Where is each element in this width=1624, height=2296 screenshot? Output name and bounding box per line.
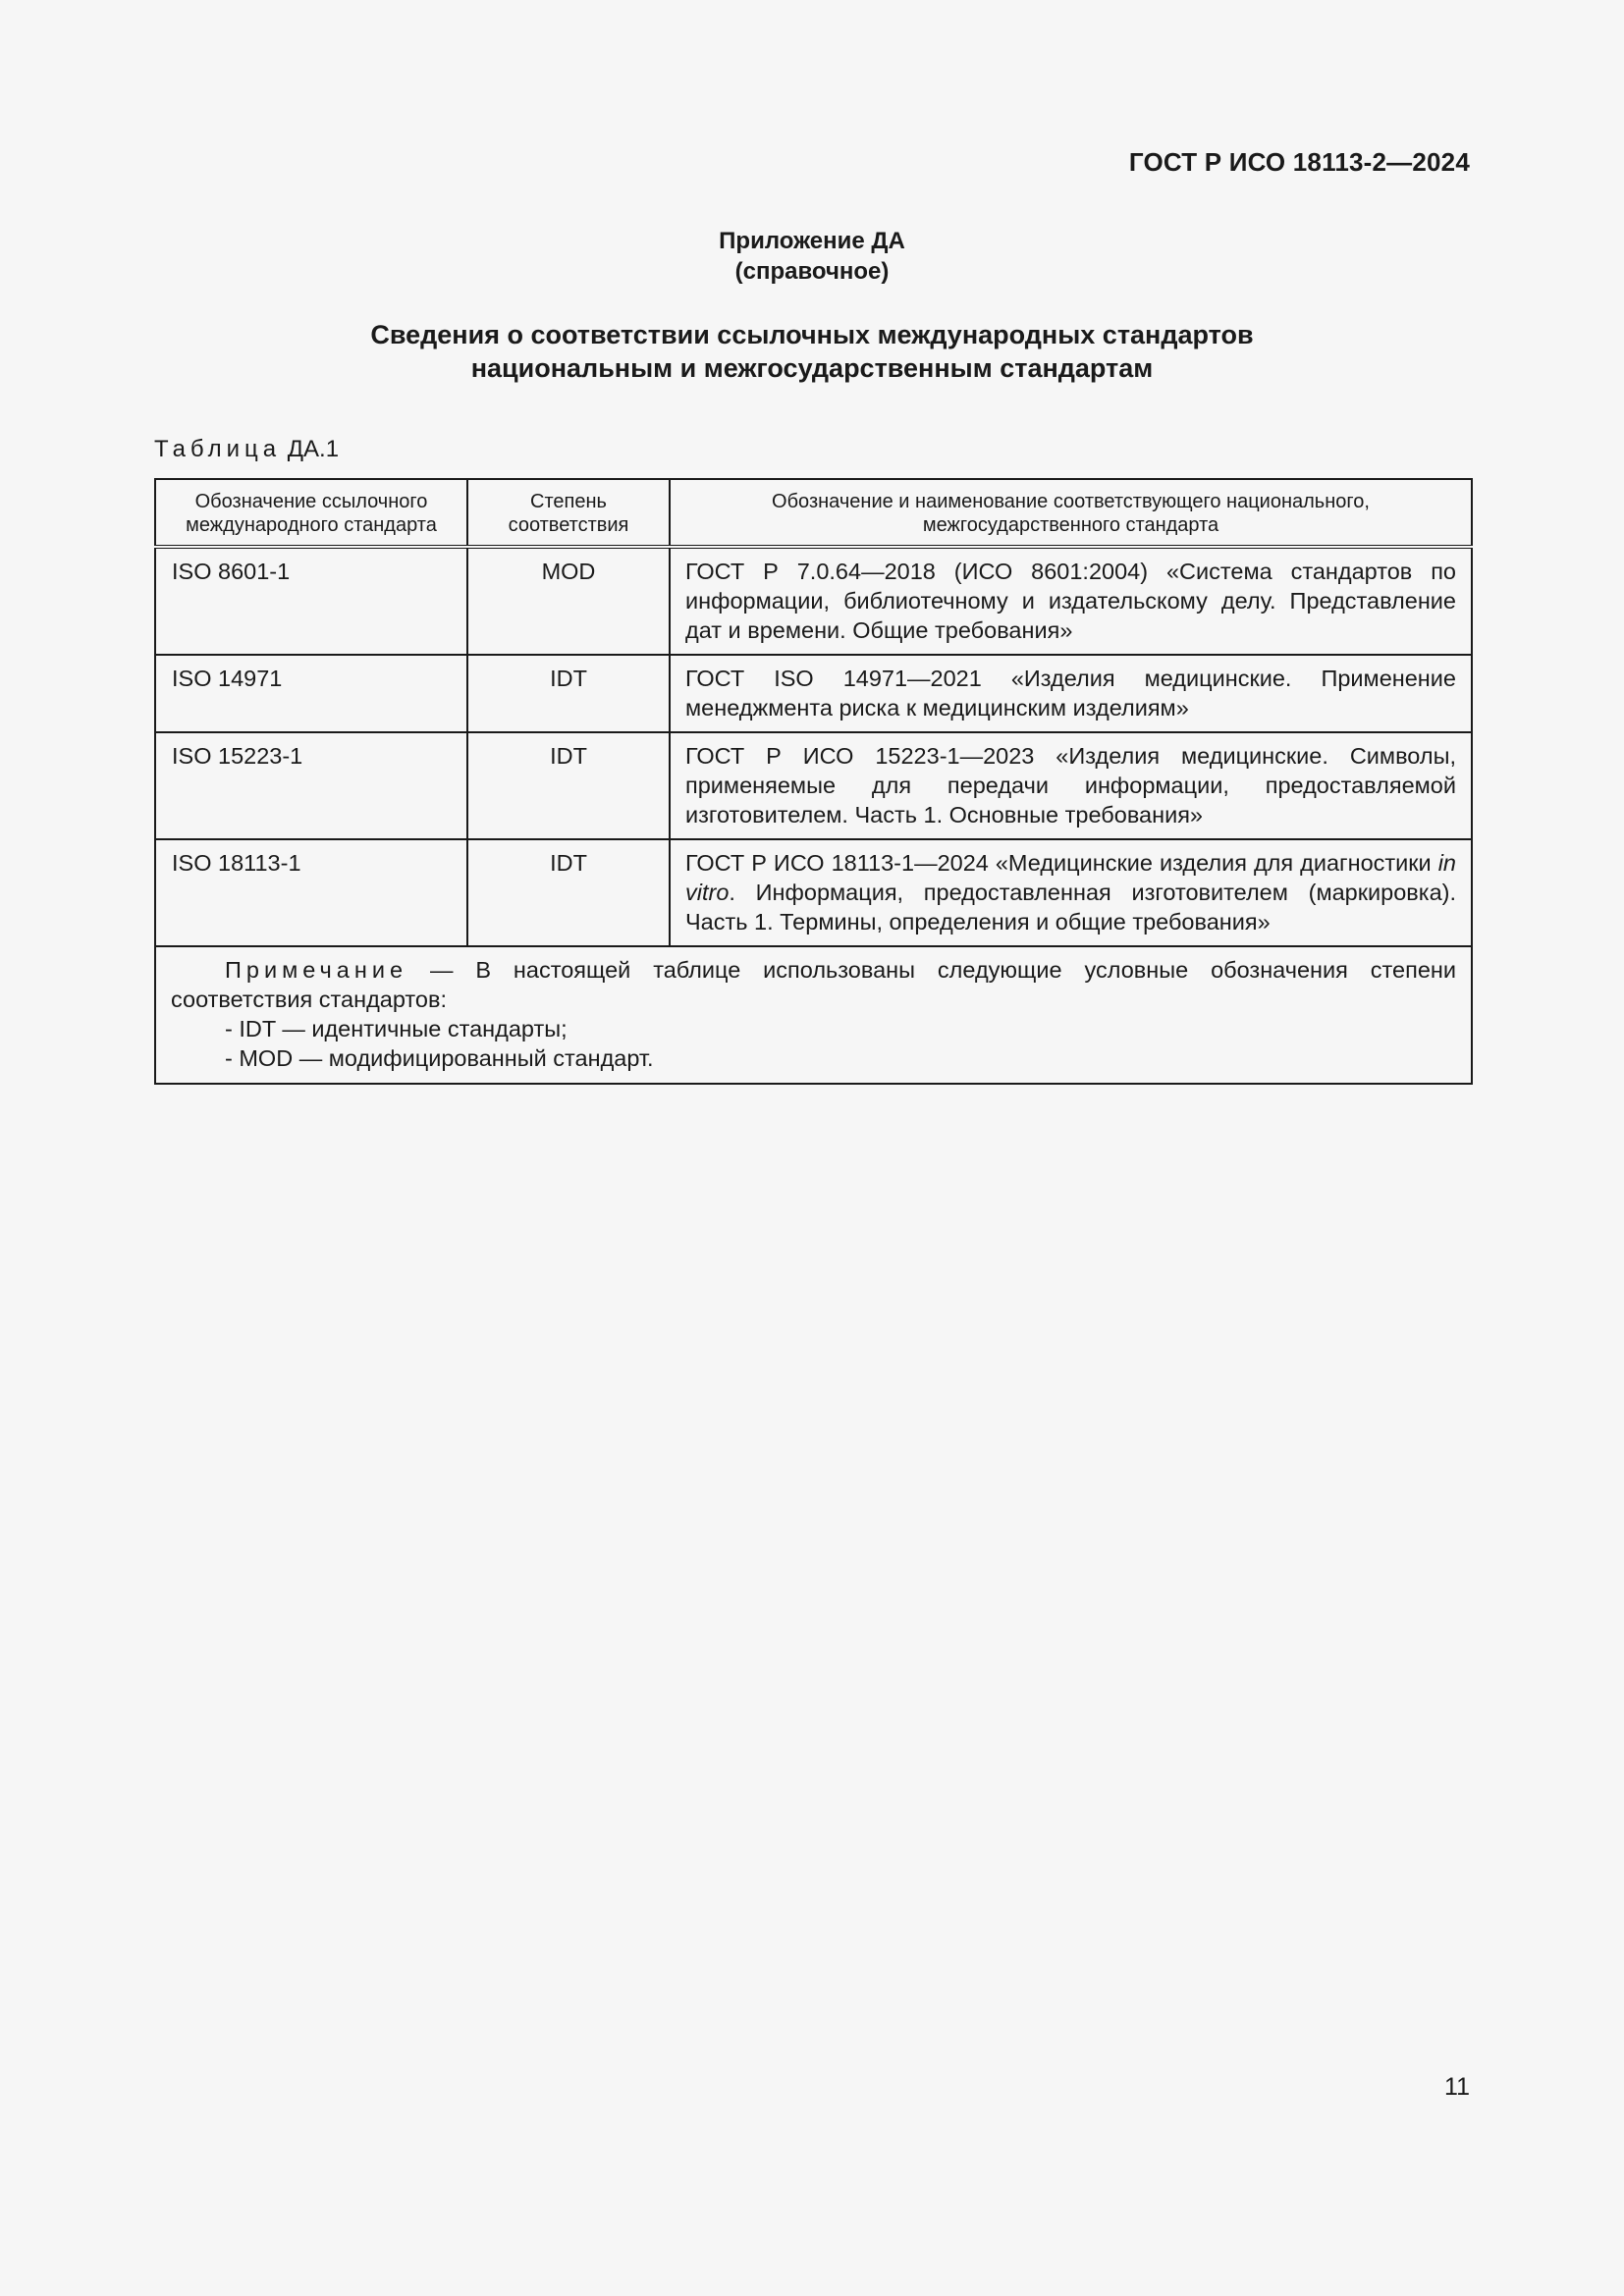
table-caption [154,436,339,463]
note-paragraph [171,955,1456,1014]
cell-degree: IDT [467,655,670,732]
cell-national: ГОСТ Р 7.0.64—2018 (ИСО 8601:2004) «Система стандартов по информации, библиотечному и издательскому делу. Представление дат и времени. Общие требования» [670,547,1472,655]
header-intl-standard: Обозначение ссылочного международного стандарта [155,479,467,547]
document-code: ГОСТ Р ИСО 18113-2—2024 [1128,147,1470,177]
cell-intl: ISO 8601-1 [155,547,467,655]
cell-intl: ISO 14971 [155,655,467,732]
note-label: Примечание [225,957,408,983]
standards-table [154,478,1473,1085]
national-text-part: ГОСТ Р ИСО 18113-1—2024 «Медицинские изделия для диагностики [685,850,1438,876]
table-row [155,547,1472,655]
cell-degree: IDT [467,839,670,946]
table-row [155,655,1472,732]
appendix-subtitle: (справочное) [734,258,890,285]
header-degree: Степень соответствия [467,479,670,547]
table-caption-label: Таблица [154,436,282,462]
table-note-row [155,946,1472,1084]
cell-intl: ISO 18113-1 [155,839,467,946]
table-header-row [155,479,1472,547]
cell-national [670,839,1472,946]
page-number: 11 [1444,2073,1470,2101]
cell-national: ГОСТ Р ИСО 15223-1—2023 «Изделия медицинские. Символы, применяемые для передачи информации, предоставляемой изготовителем. Часть 1. Основные требования» [670,732,1472,839]
section-title [0,318,1624,385]
appendix-heading [0,226,1624,287]
national-text-part: . Информация, предоставленная изготовителем (маркировка). Часть 1. Термины, определения и общие требования» [685,880,1456,934]
cell-degree: IDT [467,732,670,839]
section-title-line1: Сведения о соответствии ссылочных международных стандартов [370,320,1254,349]
header-national-standard: Обозначение и наименование соответствующего национального, межгосударственного стандарта [670,479,1472,547]
note-item: - MOD — модифицированный стандарт. [225,1045,654,1071]
note-item: - IDT — идентичные стандарты; [225,1016,568,1041]
section-title-line2: национальным и межгосударственным стандартам [470,353,1154,383]
national-text-italic: in vitro [685,850,1456,905]
appendix-title: Приложение ДА [719,228,905,254]
table-row [155,732,1472,839]
table-note [155,946,1472,1084]
table-row [155,839,1472,946]
table-caption-number: ДА.1 [287,436,340,462]
note-text: — В настоящей таблице использованы следующие условные обозначения степени соответствия стандартов: [171,957,1456,1012]
cell-intl: ISO 15223-1 [155,732,467,839]
cell-degree: MOD [467,547,670,655]
cell-national: ГОСТ ISO 14971—2021 «Изделия медицинские. Применение менеджмента риска к медицинским изделиям» [670,655,1472,732]
